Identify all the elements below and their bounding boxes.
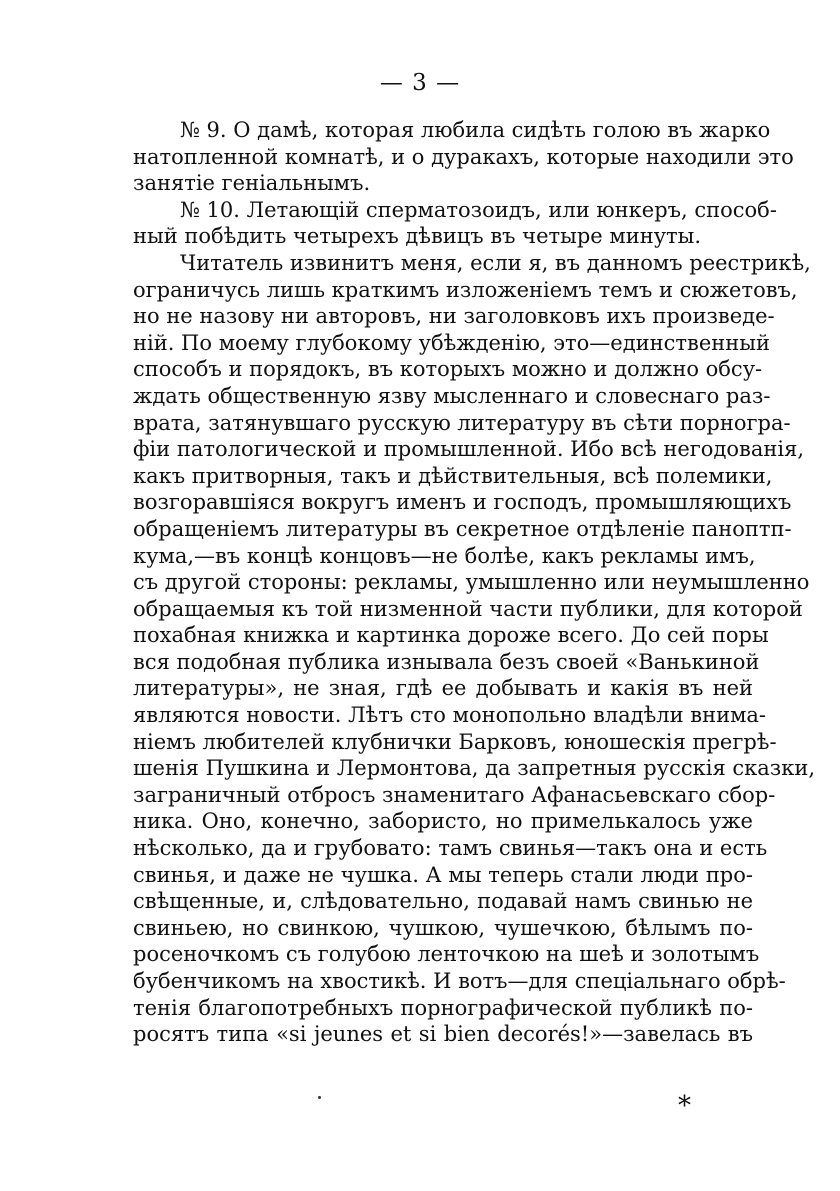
text-line-14: какъ притворныя, такъ и дѣйствительныя, всѣ полемики, [133, 463, 773, 488]
text-line-4: № 10. Летающій сперматозоидъ, или юнкеръ, способ- [180, 197, 777, 222]
text-line-18: съ другой стороны: рекламы, умышленно или неумышленно [133, 570, 810, 595]
text-line-3: занятіе геніальнымъ. [133, 171, 371, 196]
text-line-26: заграничный отбросъ знаменитаго Афанасьевскаго сбор- [133, 782, 776, 807]
text-line-8: но не назову ни авторовъ, ни заголовковъ ихъ произведе- [133, 304, 775, 329]
text-line-29: свинья, и даже не чушка. А мы теперь стали люди про- [133, 862, 753, 887]
signature-mark: * [678, 1091, 691, 1121]
text-line-5: ный побѣдить четырехъ дѣвицъ въ четыре минуты. [133, 224, 702, 249]
text-line-19: обращаемыя къ той низменной части публики, для которой [133, 596, 803, 621]
text-line-17: кума,—въ концѣ концовъ—не болѣе, какъ рекламы имъ, [133, 543, 756, 568]
text-line-11: ждать общественную язву мысленнаго и словеснаго раз- [133, 383, 771, 408]
text-line-16: обращеніемъ литературы въ секретное отдѣленіе паноптп- [133, 516, 792, 541]
text-line-33: бубенчикомъ на хвостикѣ. И вотъ—для спеціальнаго обрѣ- [133, 969, 786, 993]
body-text [133, 117, 816, 1048]
text-line-7: ограничусь лишь краткимъ изложеніемъ темъ и сюжетовъ, [133, 277, 798, 302]
page-number: — 3 — [379, 70, 461, 96]
text-line-1: № 9. О дамѣ, которая любила сидѣть голою въ жарко [180, 118, 771, 142]
text-line-28: нѣсколько, да и грубовато: тамъ свинья—такъ она и есть [133, 836, 768, 861]
text-line-9: ній. По моему глубокому убѣжденію, это—единственный [133, 330, 770, 355]
text-line-13: фіи патологической и промышленной. Ибо всѣ негодованія, [133, 437, 804, 462]
text-line-30: свѣщенные, и, слѣдовательно, подавай намъ свинью не [133, 889, 753, 914]
text-line-34: тенія благопотребныхъ порнографической публикѣ по- [133, 995, 753, 1020]
text-line-15: возгоравшіяся вокругъ именъ и господъ, промышляющихъ [133, 490, 792, 515]
text-line-12: врата, затянувшаго русскую литературу въ сѣти порногра- [133, 410, 791, 435]
text-line-10: способъ и порядокъ, въ которыхъ можно и должно обсу- [133, 357, 763, 382]
text-line-23: являются новости. Лѣтъ сто монопольно владѣли внима- [133, 703, 767, 728]
text-line-27: ника. Оно, конечно, забористо, но примелькалось уже [133, 809, 753, 834]
text-line-32: росеночкомъ съ голубою ленточкою на шеѣ и золотымъ [133, 942, 760, 967]
ink-speck [318, 1096, 321, 1099]
text-line-31: свиньею, но свинкою, чушкою, чушечкою, бѣлымъ по- [133, 915, 753, 940]
text-line-35: росятъ типа «si jeunes et si bien decorés!»—завелась въ [133, 1022, 753, 1047]
text-line-2: натопленной комнатѣ, и о дуракахъ, которые находили это [133, 144, 794, 169]
text-line-22: литературы», не зная, гдѣ ее добывать и какія въ ней [133, 676, 753, 701]
text-line-6: Читатель извинитъ меня, если я, въ данномъ реестрикѣ, [180, 250, 811, 275]
text-line-21: вся подобная публика изнывала безъ своей «Ванькиной [133, 649, 760, 674]
text-line-24: ніемъ любителей клубнички Барковъ, юношескія прегрѣ- [133, 729, 777, 754]
text-line-25: шенія Пушкина и Лермонтова, да запретныя русскія сказки, [133, 756, 816, 781]
text-line-20: похабная книжка и картинка дороже всего. До сей поры [133, 623, 769, 648]
